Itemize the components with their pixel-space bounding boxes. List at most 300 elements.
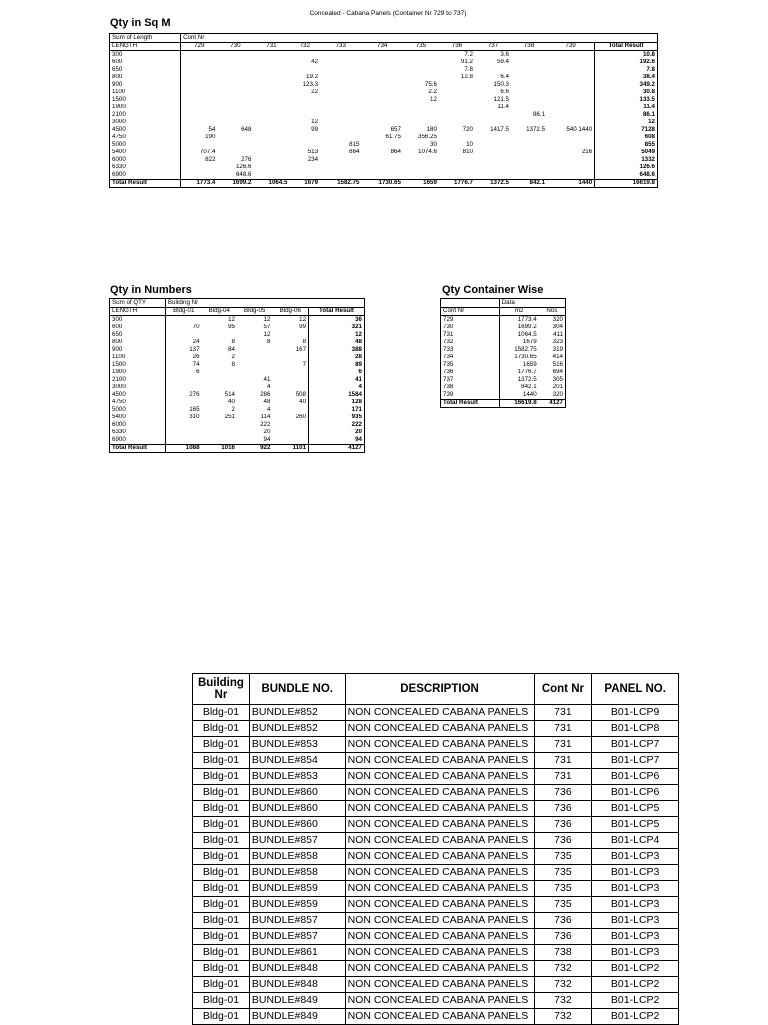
pivot-cell: 1582.75 bbox=[514, 346, 537, 353]
pivot-cell: 12 bbox=[228, 315, 235, 323]
pivot-total-cell: 922 bbox=[237, 444, 272, 453]
pivot-total-row bbox=[110, 444, 365, 453]
pivot-cell: 10.8 bbox=[595, 51, 658, 59]
pivot-row-key: 650 bbox=[110, 66, 181, 74]
pivot-cell bbox=[511, 51, 547, 59]
pivot-cell: 12 bbox=[430, 96, 437, 103]
pivot-cell bbox=[361, 111, 402, 119]
pivot-cell: 657 bbox=[390, 126, 401, 133]
pivot-cell: 150.3 bbox=[493, 81, 509, 88]
pivot-cell bbox=[181, 89, 218, 97]
pivot-cell bbox=[253, 149, 289, 157]
pivot-row-key: 1900 bbox=[110, 104, 181, 112]
pivot-cell bbox=[511, 134, 547, 142]
sqm-pivot-table bbox=[109, 33, 658, 188]
pivot-cell: 6 bbox=[309, 369, 365, 377]
bundle-row bbox=[193, 929, 679, 945]
pivot-data-row bbox=[441, 384, 566, 392]
pivot-cell: 12 bbox=[311, 118, 319, 126]
pivot-total-row bbox=[110, 179, 658, 188]
bundle-cell: 735 bbox=[534, 865, 592, 881]
pivot-cell bbox=[547, 171, 595, 179]
bundle-cell: B01-LCP3 bbox=[592, 865, 679, 881]
pivot-row-key: 6330 bbox=[110, 164, 181, 172]
pivot-cell: 6.4 bbox=[500, 73, 509, 81]
pivot-cell bbox=[202, 376, 237, 384]
pivot-cell: 6 bbox=[196, 368, 200, 376]
pivot-cell: 86.1 bbox=[532, 111, 546, 118]
pivot-cell bbox=[320, 104, 361, 112]
pivot-cell: 251 bbox=[224, 413, 235, 421]
pivot-cell bbox=[511, 89, 547, 97]
bundle-cell: Bldg-01 bbox=[193, 753, 250, 769]
bundle-cell: 735 bbox=[534, 849, 592, 865]
bundle-cell: 735 bbox=[534, 897, 592, 913]
pivot-cell: 1776.7 bbox=[517, 368, 537, 376]
pivot-column-header: m2 bbox=[499, 307, 538, 316]
pivot-data-row bbox=[441, 339, 566, 347]
pivot-cell bbox=[217, 96, 253, 104]
bundle-cell: NON CONCEALED CABANA PANELS bbox=[345, 993, 534, 1009]
pivot-total-cell: 1730.65 bbox=[361, 179, 402, 188]
bundle-cell: 736 bbox=[534, 833, 592, 849]
pivot-cell bbox=[289, 141, 320, 149]
pivot-row-key: 6900 bbox=[110, 171, 181, 179]
bundle-cell: NON CONCEALED CABANA PANELS bbox=[345, 929, 534, 945]
pivot-cell bbox=[237, 369, 272, 377]
pivot-row-label: LENGTH bbox=[110, 307, 166, 316]
pivot-corner-label bbox=[441, 299, 500, 308]
pivot-row-key: 300 bbox=[110, 51, 181, 59]
bundle-cell: 736 bbox=[534, 913, 592, 929]
pivot-cell bbox=[439, 156, 475, 164]
pivot-cell bbox=[511, 156, 547, 164]
pivot-column-header-row bbox=[441, 307, 566, 316]
pivot-cell bbox=[272, 331, 308, 339]
bundle-cell: Bldg-01 bbox=[193, 817, 250, 833]
pivot-total-cell: 1776.7 bbox=[439, 179, 475, 188]
pivot-cell bbox=[165, 331, 201, 339]
pivot-row-key: 3000 bbox=[110, 119, 181, 127]
pivot-total-cell: 1372.5 bbox=[475, 179, 511, 188]
bundle-cell: BUNDLE#848 bbox=[249, 977, 345, 993]
pivot-cell: 222 bbox=[309, 421, 365, 429]
pivot-cell bbox=[320, 126, 361, 134]
bundle-cell: 731 bbox=[534, 753, 592, 769]
pivot-cell bbox=[272, 376, 308, 384]
bundle-cell: Bldg-01 bbox=[193, 897, 250, 913]
pivot-cell: 121.5 bbox=[493, 96, 509, 103]
bundle-cell: NON CONCEALED CABANA PANELS bbox=[345, 833, 534, 849]
pivot-cell bbox=[361, 74, 402, 82]
bundle-cell: Bldg-01 bbox=[193, 721, 250, 737]
bundle-row bbox=[193, 753, 679, 769]
pivot-cell: 815 bbox=[349, 141, 360, 148]
pivot-cell: 4 bbox=[309, 384, 365, 392]
bundle-cell: NON CONCEALED CABANA PANELS bbox=[345, 881, 534, 897]
bundle-column-header: PANEL NO. bbox=[592, 674, 679, 705]
pivot-total-cell: 1101 bbox=[272, 444, 308, 453]
pivot-cell: 935 bbox=[309, 414, 365, 422]
pivot-cell bbox=[253, 171, 289, 179]
pivot-row-key: 4750 bbox=[110, 399, 166, 407]
pivot-cell bbox=[253, 164, 289, 172]
pivot-total-cell: 1659 bbox=[403, 179, 439, 188]
pivot-cell: 75.6 bbox=[424, 81, 437, 88]
pivot-cell bbox=[511, 59, 547, 67]
bundle-column-header: BUNDLE NO. bbox=[249, 674, 345, 705]
pivot-cell: 1417.5 bbox=[490, 126, 509, 133]
pivot-column-header-row bbox=[110, 42, 658, 51]
bundle-cell: Bldg-01 bbox=[193, 913, 250, 929]
pivot-cell bbox=[181, 171, 218, 179]
pivot-cell: 516 bbox=[539, 361, 566, 369]
pivot-row-key: 731 bbox=[441, 331, 500, 339]
pivot-cell: 137 bbox=[189, 346, 200, 353]
pivot-cell bbox=[475, 156, 511, 164]
pivot-cell: 276 bbox=[241, 156, 252, 163]
bundle-row bbox=[193, 897, 679, 913]
pivot-cell: 356.25 bbox=[418, 133, 437, 141]
pivot-cell: 30 bbox=[430, 141, 437, 148]
pivot-data-row bbox=[110, 126, 658, 134]
pivot-cell: 84 bbox=[228, 346, 235, 353]
pivot-cell bbox=[475, 134, 511, 142]
bundle-row bbox=[193, 865, 679, 881]
pivot-total-cell: 842.1 bbox=[511, 179, 547, 188]
pivot-cell: 810 bbox=[462, 148, 473, 156]
pivot-column-header: 733 bbox=[320, 42, 361, 51]
bundle-row bbox=[193, 737, 679, 753]
pivot-cell bbox=[547, 156, 595, 164]
pivot-column-header: 738 bbox=[511, 42, 547, 51]
pivot-data-row bbox=[110, 134, 658, 142]
pivot-cell: 7.2 bbox=[464, 50, 473, 58]
bundle-cell: B01-LCP2 bbox=[592, 977, 679, 993]
pivot-row-key: 738 bbox=[441, 384, 500, 392]
pivot-row-label: LENGTH bbox=[110, 42, 181, 51]
pivot-cell bbox=[547, 164, 595, 172]
pivot-cell bbox=[475, 149, 511, 157]
pivot-cell: 286 bbox=[260, 391, 271, 398]
pivot-row-key: 800 bbox=[110, 74, 181, 82]
pivot-cell: 4 bbox=[266, 406, 271, 413]
bundle-cell: B01-LCP3 bbox=[592, 897, 679, 913]
pivot-cell: 12 bbox=[595, 119, 658, 127]
pivot-cell bbox=[475, 66, 511, 74]
pivot-group-label: Cont Nr bbox=[181, 34, 658, 43]
sqm-table bbox=[109, 33, 658, 188]
sqm-title: Qty in Sq M bbox=[110, 17, 171, 29]
pivot-row-key: 1100 bbox=[110, 89, 181, 97]
pivot-cell: 40 bbox=[228, 398, 235, 406]
pivot-cell: 2 bbox=[231, 353, 235, 361]
pivot-cell: 321 bbox=[309, 324, 365, 332]
pivot-cell bbox=[202, 429, 237, 437]
pivot-cell bbox=[361, 89, 402, 97]
pivot-cell bbox=[403, 156, 439, 164]
pivot-cell: 42 bbox=[311, 58, 319, 66]
pivot-cell: 8 bbox=[266, 338, 271, 346]
pivot-cell bbox=[253, 141, 289, 149]
pivot-cell: 320 bbox=[539, 391, 566, 399]
nums-pivot-table bbox=[109, 298, 365, 453]
pivot-cell bbox=[217, 104, 253, 112]
bundle-cell: BUNDLE#853 bbox=[249, 737, 345, 753]
pivot-cell: 10 bbox=[466, 141, 473, 148]
bundle-column-header: Cont Nr bbox=[534, 674, 592, 705]
pivot-row-key: 1500 bbox=[110, 361, 166, 369]
pivot-cell bbox=[181, 119, 218, 127]
pivot-row-key: 4500 bbox=[110, 126, 181, 134]
pivot-data-row bbox=[110, 74, 658, 82]
bundle-cell: B01-LCP7 bbox=[592, 753, 679, 769]
bundle-cell: B01-LCP8 bbox=[592, 721, 679, 737]
bundle-row bbox=[193, 785, 679, 801]
pivot-row-key: 6900 bbox=[110, 436, 166, 444]
bundle-cell: Bldg-01 bbox=[193, 993, 250, 1009]
bundle-cell: BUNDLE#852 bbox=[249, 705, 345, 721]
bundle-cell: NON CONCEALED CABANA PANELS bbox=[345, 961, 534, 977]
pivot-cell: 20 bbox=[263, 428, 271, 436]
pivot-column-header: 732 bbox=[289, 42, 320, 51]
pivot-data-row bbox=[110, 399, 365, 407]
bundle-cell: BUNDLE#860 bbox=[249, 817, 345, 833]
bundle-cell: 736 bbox=[534, 801, 592, 817]
bundle-cell: NON CONCEALED CABANA PANELS bbox=[345, 913, 534, 929]
pivot-row-key: 4750 bbox=[110, 134, 181, 142]
pivot-data-row bbox=[441, 331, 566, 339]
pivot-cell bbox=[289, 134, 320, 142]
bundle-cell: 736 bbox=[534, 817, 592, 833]
pivot-row-key: 800 bbox=[110, 339, 166, 347]
pivot-cell bbox=[202, 369, 237, 377]
pivot-row-key: 650 bbox=[110, 331, 166, 339]
pivot-cell bbox=[289, 164, 320, 172]
pivot-cell: 822 bbox=[205, 156, 216, 163]
nums-table bbox=[109, 298, 365, 453]
pivot-cell: 12 bbox=[309, 331, 365, 339]
pivot-cell bbox=[547, 51, 595, 59]
pivot-cell bbox=[511, 171, 547, 179]
pivot-data-row bbox=[110, 59, 658, 67]
pivot-cell bbox=[547, 111, 595, 119]
pivot-cell: 1372.5 bbox=[526, 126, 546, 133]
pivot-cell: 48 bbox=[309, 339, 365, 347]
pivot-cell: 2 bbox=[231, 406, 235, 413]
bundle-row bbox=[193, 1009, 679, 1025]
pivot-column-header: 735 bbox=[403, 42, 439, 51]
pivot-cell: 1372.5 bbox=[517, 376, 537, 383]
bundle-cell: 732 bbox=[534, 993, 592, 1009]
pivot-data-row bbox=[441, 361, 566, 369]
pivot-data-row bbox=[441, 369, 566, 377]
pivot-cell: 171 bbox=[309, 406, 365, 414]
pivot-data-row bbox=[110, 421, 365, 429]
pivot-cell bbox=[511, 81, 547, 89]
pivot-cell bbox=[237, 361, 272, 369]
pivot-column-header: Bldg-05 bbox=[237, 307, 272, 316]
pivot-cell: 707.4 bbox=[199, 148, 216, 156]
pivot-data-row bbox=[110, 339, 365, 347]
pivot-cell bbox=[320, 164, 361, 172]
pivot-column-header: Bldg-06 bbox=[272, 307, 308, 316]
pivot-cell: 6.6 bbox=[500, 88, 509, 96]
pivot-row-key: 730 bbox=[441, 324, 500, 332]
bundle-cell: B01-LCP6 bbox=[592, 769, 679, 785]
bundle-cell: BUNDLE#859 bbox=[249, 897, 345, 913]
pivot-cell bbox=[361, 141, 402, 149]
pivot-row-key: 6000 bbox=[110, 421, 166, 429]
pivot-cell bbox=[439, 111, 475, 119]
pivot-total-label: Total Result bbox=[110, 444, 166, 453]
bundle-cell: B01-LCP2 bbox=[592, 993, 679, 1009]
pivot-corner-label: Sum of Length bbox=[110, 34, 181, 43]
pivot-total-cell: 1440 bbox=[547, 179, 595, 188]
pivot-data-row bbox=[110, 119, 658, 127]
pivot-row-key: 300 bbox=[110, 316, 166, 324]
pivot-row-key: 900 bbox=[110, 346, 166, 354]
pivot-cell bbox=[165, 376, 201, 384]
bundle-cell: NON CONCEALED CABANA PANELS bbox=[345, 705, 534, 721]
pivot-cell bbox=[547, 59, 595, 67]
pivot-cell bbox=[253, 51, 289, 59]
pivot-header-row bbox=[110, 34, 658, 43]
bundle-cell: Bldg-01 bbox=[193, 801, 250, 817]
pivot-cell: 648 bbox=[241, 126, 252, 133]
pivot-cell bbox=[320, 81, 361, 89]
bundle-cell: BUNDLE#861 bbox=[249, 945, 345, 961]
pivot-column-header: Bldg-04 bbox=[202, 307, 237, 316]
bundle-cell: 731 bbox=[534, 705, 592, 721]
pivot-row-label: Cont Nr bbox=[441, 307, 500, 316]
pivot-cell bbox=[181, 164, 218, 172]
pivot-cell: 126.6 bbox=[595, 164, 658, 172]
pivot-data-row bbox=[110, 376, 365, 384]
pivot-total-label: Total Result bbox=[441, 399, 500, 408]
pivot-cell: 201 bbox=[539, 384, 566, 392]
bundle-cell: B01-LCP3 bbox=[592, 881, 679, 897]
bundle-cell: B01-LCP3 bbox=[592, 929, 679, 945]
container-title: Qty Container Wise bbox=[442, 284, 544, 296]
pivot-cell bbox=[403, 59, 439, 67]
pivot-column-header: Total Result bbox=[309, 307, 365, 316]
pivot-cell bbox=[253, 81, 289, 89]
pivot-cell bbox=[511, 74, 547, 82]
bundle-cell: B01-LCP9 bbox=[592, 705, 679, 721]
pivot-cell bbox=[217, 141, 253, 149]
bundle-cell: NON CONCEALED CABANA PANELS bbox=[345, 945, 534, 961]
bundle-cell: BUNDLE#848 bbox=[249, 961, 345, 977]
pivot-row-key: 1500 bbox=[110, 96, 181, 104]
pivot-cell: 40 bbox=[299, 398, 307, 406]
pivot-cell bbox=[361, 51, 402, 59]
pivot-column-header: 739 bbox=[547, 42, 595, 51]
bundle-row bbox=[193, 961, 679, 977]
pivot-cell: 11.4 bbox=[497, 103, 509, 111]
pivot-row-key: 6330 bbox=[110, 429, 166, 437]
pivot-data-row bbox=[110, 316, 365, 324]
pivot-cell bbox=[547, 104, 595, 112]
pivot-cell bbox=[289, 171, 320, 179]
pivot-row-key: 5000 bbox=[110, 141, 181, 149]
container-table bbox=[440, 298, 566, 408]
pivot-cell: 514 bbox=[224, 391, 235, 398]
pivot-cell bbox=[181, 74, 218, 82]
pivot-cell bbox=[439, 81, 475, 89]
pivot-cell bbox=[361, 59, 402, 67]
bundle-cell: 732 bbox=[534, 977, 592, 993]
pivot-cell bbox=[439, 119, 475, 127]
bundle-cell: Bldg-01 bbox=[193, 977, 250, 993]
pivot-cell bbox=[547, 134, 595, 142]
pivot-cell: 508 bbox=[295, 391, 307, 398]
bundle-cell: 731 bbox=[534, 721, 592, 737]
pivot-cell: 694 bbox=[539, 369, 566, 377]
pivot-cell bbox=[320, 66, 361, 74]
pivot-total-cell: 1088 bbox=[165, 444, 201, 453]
pivot-cell bbox=[439, 171, 475, 179]
pivot-cell: 8 bbox=[231, 361, 235, 368]
pivot-cell bbox=[217, 134, 253, 142]
pivot-row-key: 1900 bbox=[110, 369, 166, 377]
bundle-row bbox=[193, 881, 679, 897]
pivot-cell bbox=[253, 119, 289, 127]
bundle-cell: BUNDLE#852 bbox=[249, 721, 345, 737]
pivot-cell: 540 1440 bbox=[566, 126, 593, 133]
pivot-row-key: 5400 bbox=[110, 149, 181, 157]
pivot-cell bbox=[217, 89, 253, 97]
pivot-cell: 89 bbox=[309, 361, 365, 369]
bundle-cell: BUNDLE#857 bbox=[249, 929, 345, 945]
pivot-cell bbox=[253, 89, 289, 97]
pivot-cell: 30.8 bbox=[595, 89, 658, 97]
pivot-cell: 7.8 bbox=[464, 66, 473, 73]
pivot-cell bbox=[403, 51, 439, 59]
bundle-row bbox=[193, 849, 679, 865]
pivot-row-key: 600 bbox=[110, 59, 181, 67]
pivot-data-row bbox=[441, 391, 566, 399]
pivot-cell bbox=[320, 171, 361, 179]
pivot-cell: 20 bbox=[309, 429, 365, 437]
pivot-cell bbox=[181, 81, 218, 89]
bundle-cell: B01-LCP3 bbox=[592, 849, 679, 865]
pivot-cell bbox=[253, 104, 289, 112]
pivot-data-row bbox=[110, 414, 365, 422]
pivot-cell bbox=[475, 141, 511, 149]
pivot-cell: 12.8 bbox=[460, 73, 473, 81]
pivot-cell: 5049 bbox=[595, 149, 658, 157]
pivot-cell bbox=[547, 96, 595, 104]
pivot-cell bbox=[475, 171, 511, 179]
pivot-cell: 19.2 bbox=[306, 73, 319, 81]
pivot-cell: 7128 bbox=[595, 126, 658, 134]
pivot-cell: 28 bbox=[309, 354, 365, 362]
bundle-cell: B01-LCP6 bbox=[592, 785, 679, 801]
pivot-cell bbox=[289, 51, 320, 59]
pivot-cell bbox=[403, 74, 439, 82]
bundle-cell: 736 bbox=[534, 785, 592, 801]
pivot-column-header: 731 bbox=[253, 42, 289, 51]
pivot-cell bbox=[547, 74, 595, 82]
bundle-cell: NON CONCEALED CABANA PANELS bbox=[345, 897, 534, 913]
pivot-cell: 70 bbox=[192, 323, 200, 331]
nums-title: Qty in Numbers bbox=[110, 284, 192, 296]
pivot-cell bbox=[511, 96, 547, 104]
pivot-cell bbox=[403, 164, 439, 172]
pivot-header-row bbox=[441, 299, 566, 308]
pivot-row-key: 734 bbox=[441, 354, 500, 362]
